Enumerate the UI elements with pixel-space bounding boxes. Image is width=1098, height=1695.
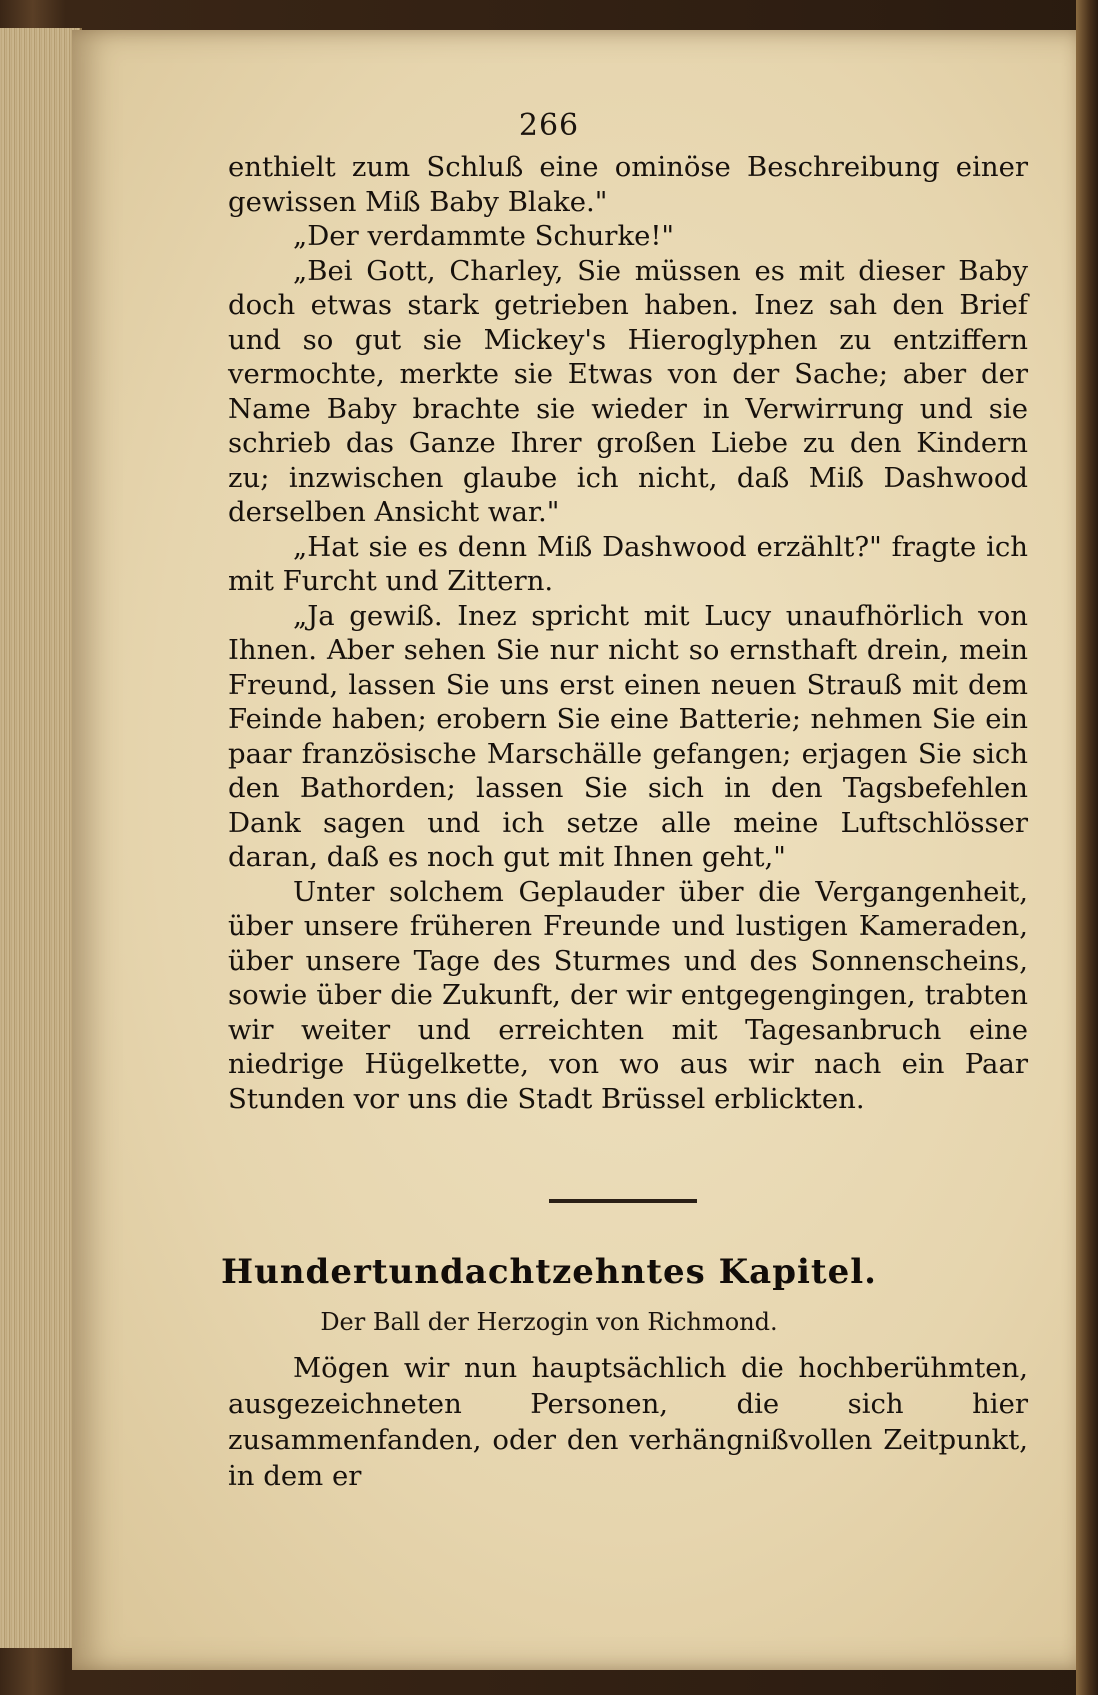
page-number: 266 [518,108,580,143]
paragraph: Unter solchem Geplauder über die Vergangenheit, über unsere früheren Freunde und lustigen Kameraden, über unsere Tage des Sturmes und des Sonnenscheins, sowie über die Zukunft, der wir entgegengingen, trabten wir weiter und erreichten mit Tagesanbruch eine niedrige Hügelkette, von wo aus wir nach ein Paar Stunden vor uns die Stadt Brüssel erblickten. [228,875,1028,1115]
paragraph: „Bei Gott, Charley, Sie müssen es mit dieser Baby doch etwas stark getrieben haben. Inez sah den Brief und so gut sie Mickey's Hieroglyphen zu entziffern vermochte, merkte sie Etwas von der Sache; aber der Name Baby brachte sie wieder in Verwirrung und sie schrieb das Ganze Ihrer großen Liebe zu den Kindern zu; inzwischen glaube ich nicht, daß Miß Dashwood derselben Ansicht war." [228,254,1028,528]
chapter-title: Hundertundachtzehntes Kapitel. [220,1252,877,1292]
chapter-subtitle: Der Ball der Herzogin von Richmond. [320,1308,778,1336]
paragraph: „Ja gewiß. Inez spricht mit Lucy unaufhörlich von Ihnen. Aber sehen Sie nur nicht so ernsthaft drein, mein Freund, lassen Sie uns erst einen neuen Strauß mit dem Feinde haben; erobern Sie eine Batterie; nehmen Sie ein paar französische Marschälle gefangen; erjagen Sie sich den Bathorden; lassen Sie sich in den Tagsbefehlen Dank sagen und ich setze alle meine Luftschlösser daran, daß es noch gut mit Ihnen geht," [228,599,1028,873]
section-divider [549,1199,697,1203]
paragraph: enthielt zum Schluß eine ominöse Beschreibung einer gewissen Miß Baby Blake." [228,151,1028,218]
paragraph: Mögen wir nun hauptsächlich die hochberühmten, ausgezeichneten Personen, die sich hier zusammenfanden, oder den verhängnißvollen Zeitpunkt, in dem er [228,1352,1028,1492]
paragraph: „Der verdammte Schurke!" [293,220,675,252]
chapter-opening-text [228,1350,1028,1494]
book-binding-edge [1076,0,1098,1695]
page-edge-stack [0,28,82,1648]
body-text [228,150,1028,1116]
paragraph: „Hat sie es denn Miß Dashwood erzählt?" fragte ich mit Furcht und Zittern. [228,530,1028,597]
